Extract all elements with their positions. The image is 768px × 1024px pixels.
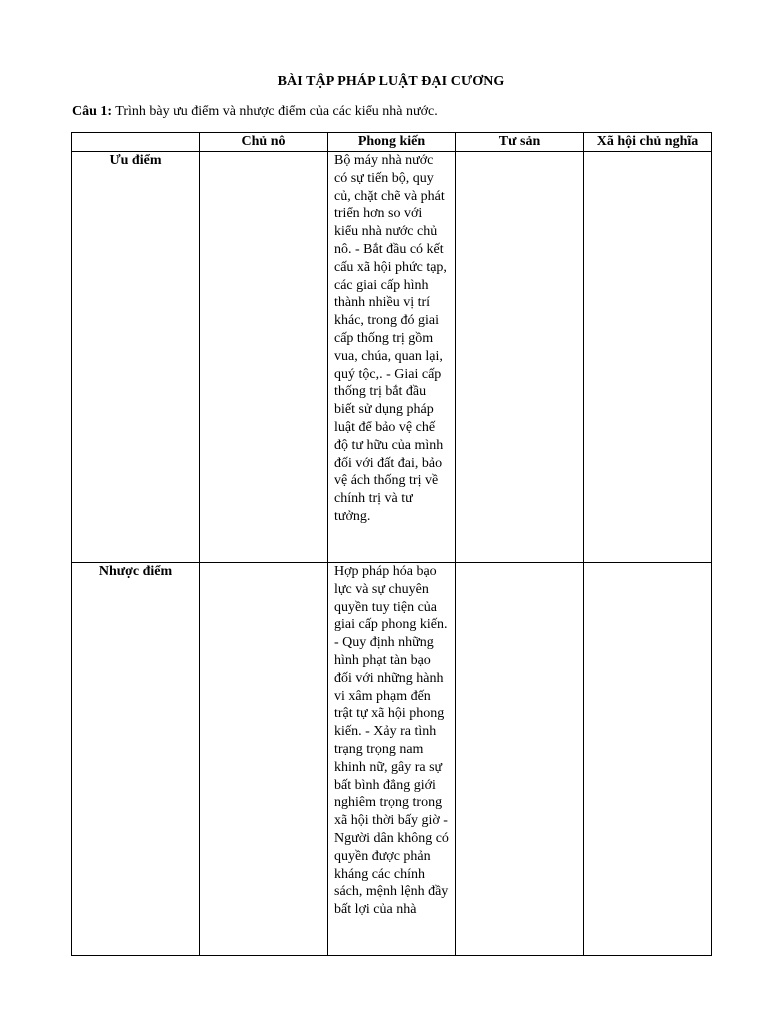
row-label-disadvantages: Nhược điểm bbox=[72, 563, 200, 956]
header-empty bbox=[72, 133, 200, 152]
header-phong-kien: Phong kiến bbox=[328, 133, 456, 152]
cell-advantages-tu-san bbox=[456, 152, 584, 563]
cell-disadvantages-chu-no bbox=[200, 563, 328, 956]
header-xa-hoi-chu-nghia: Xã hội chủ nghĩa bbox=[584, 133, 712, 152]
question-line bbox=[72, 103, 438, 121]
comparison-table bbox=[71, 132, 712, 956]
header-tu-san: Tư sản bbox=[456, 133, 584, 152]
header-chu-no: Chủ nô bbox=[200, 133, 328, 152]
table-row-disadvantages bbox=[72, 563, 712, 956]
cell-disadvantages-xhcn bbox=[584, 563, 712, 956]
cell-disadvantages-phong-kien bbox=[328, 563, 456, 956]
question-label: Câu 1: bbox=[72, 104, 113, 119]
cell-disadvantages-phong-kien-text: Hợp pháp hóa bạo lực và sự chuyên quyền tuy tiện của giai cấp phong kiến. - Quy định những hình phạt tàn bạo đối với những hành vi xâm phạm đến trật tự xã hội phong kiến. - Xảy ra tình trạng trọng nam khinh nữ, gây ra sự bất bình đẳng giới nghiêm trọng trong xã hội thời bấy giờ - Người dân không có quyền được phản kháng các chính sách, mệnh lệnh đầy bất lợi của nhà bbox=[334, 564, 449, 918]
table-row-advantages bbox=[72, 152, 712, 563]
cell-advantages-xhcn bbox=[584, 152, 712, 563]
table-header-row bbox=[72, 133, 712, 152]
document-title: BÀI TẬP PHÁP LUẬT ĐẠI CƯƠNG bbox=[277, 74, 505, 89]
question-text: Trình bày ưu điểm và nhược điểm của các kiểu nhà nước. bbox=[112, 104, 438, 119]
row-label-advantages: Ưu điểm bbox=[72, 152, 200, 563]
cell-disadvantages-tu-san bbox=[456, 563, 584, 956]
cell-advantages-chu-no bbox=[200, 152, 328, 563]
cell-advantages-phong-kien-text: Bộ máy nhà nước có sự tiến bộ, quy củ, chặt chẽ và phát triển hơn so với kiểu nhà nước chủ nô. - Bắt đầu có kết cấu xã hội phức tạp, các giai cấp hình thành nhiều vị trí khác, trong đó giai cấp thống trị gồm vua, chúa, quan lại, quý tộc,. - Giai cấp thống trị bắt đầu biết sử dụng pháp luật để bảo vệ chế độ tư hữu của mình đối với đất đai, bảo vệ ách thống trị về chính trị và tư tưởng. bbox=[334, 153, 447, 524]
cell-advantages-phong-kien bbox=[328, 152, 456, 563]
